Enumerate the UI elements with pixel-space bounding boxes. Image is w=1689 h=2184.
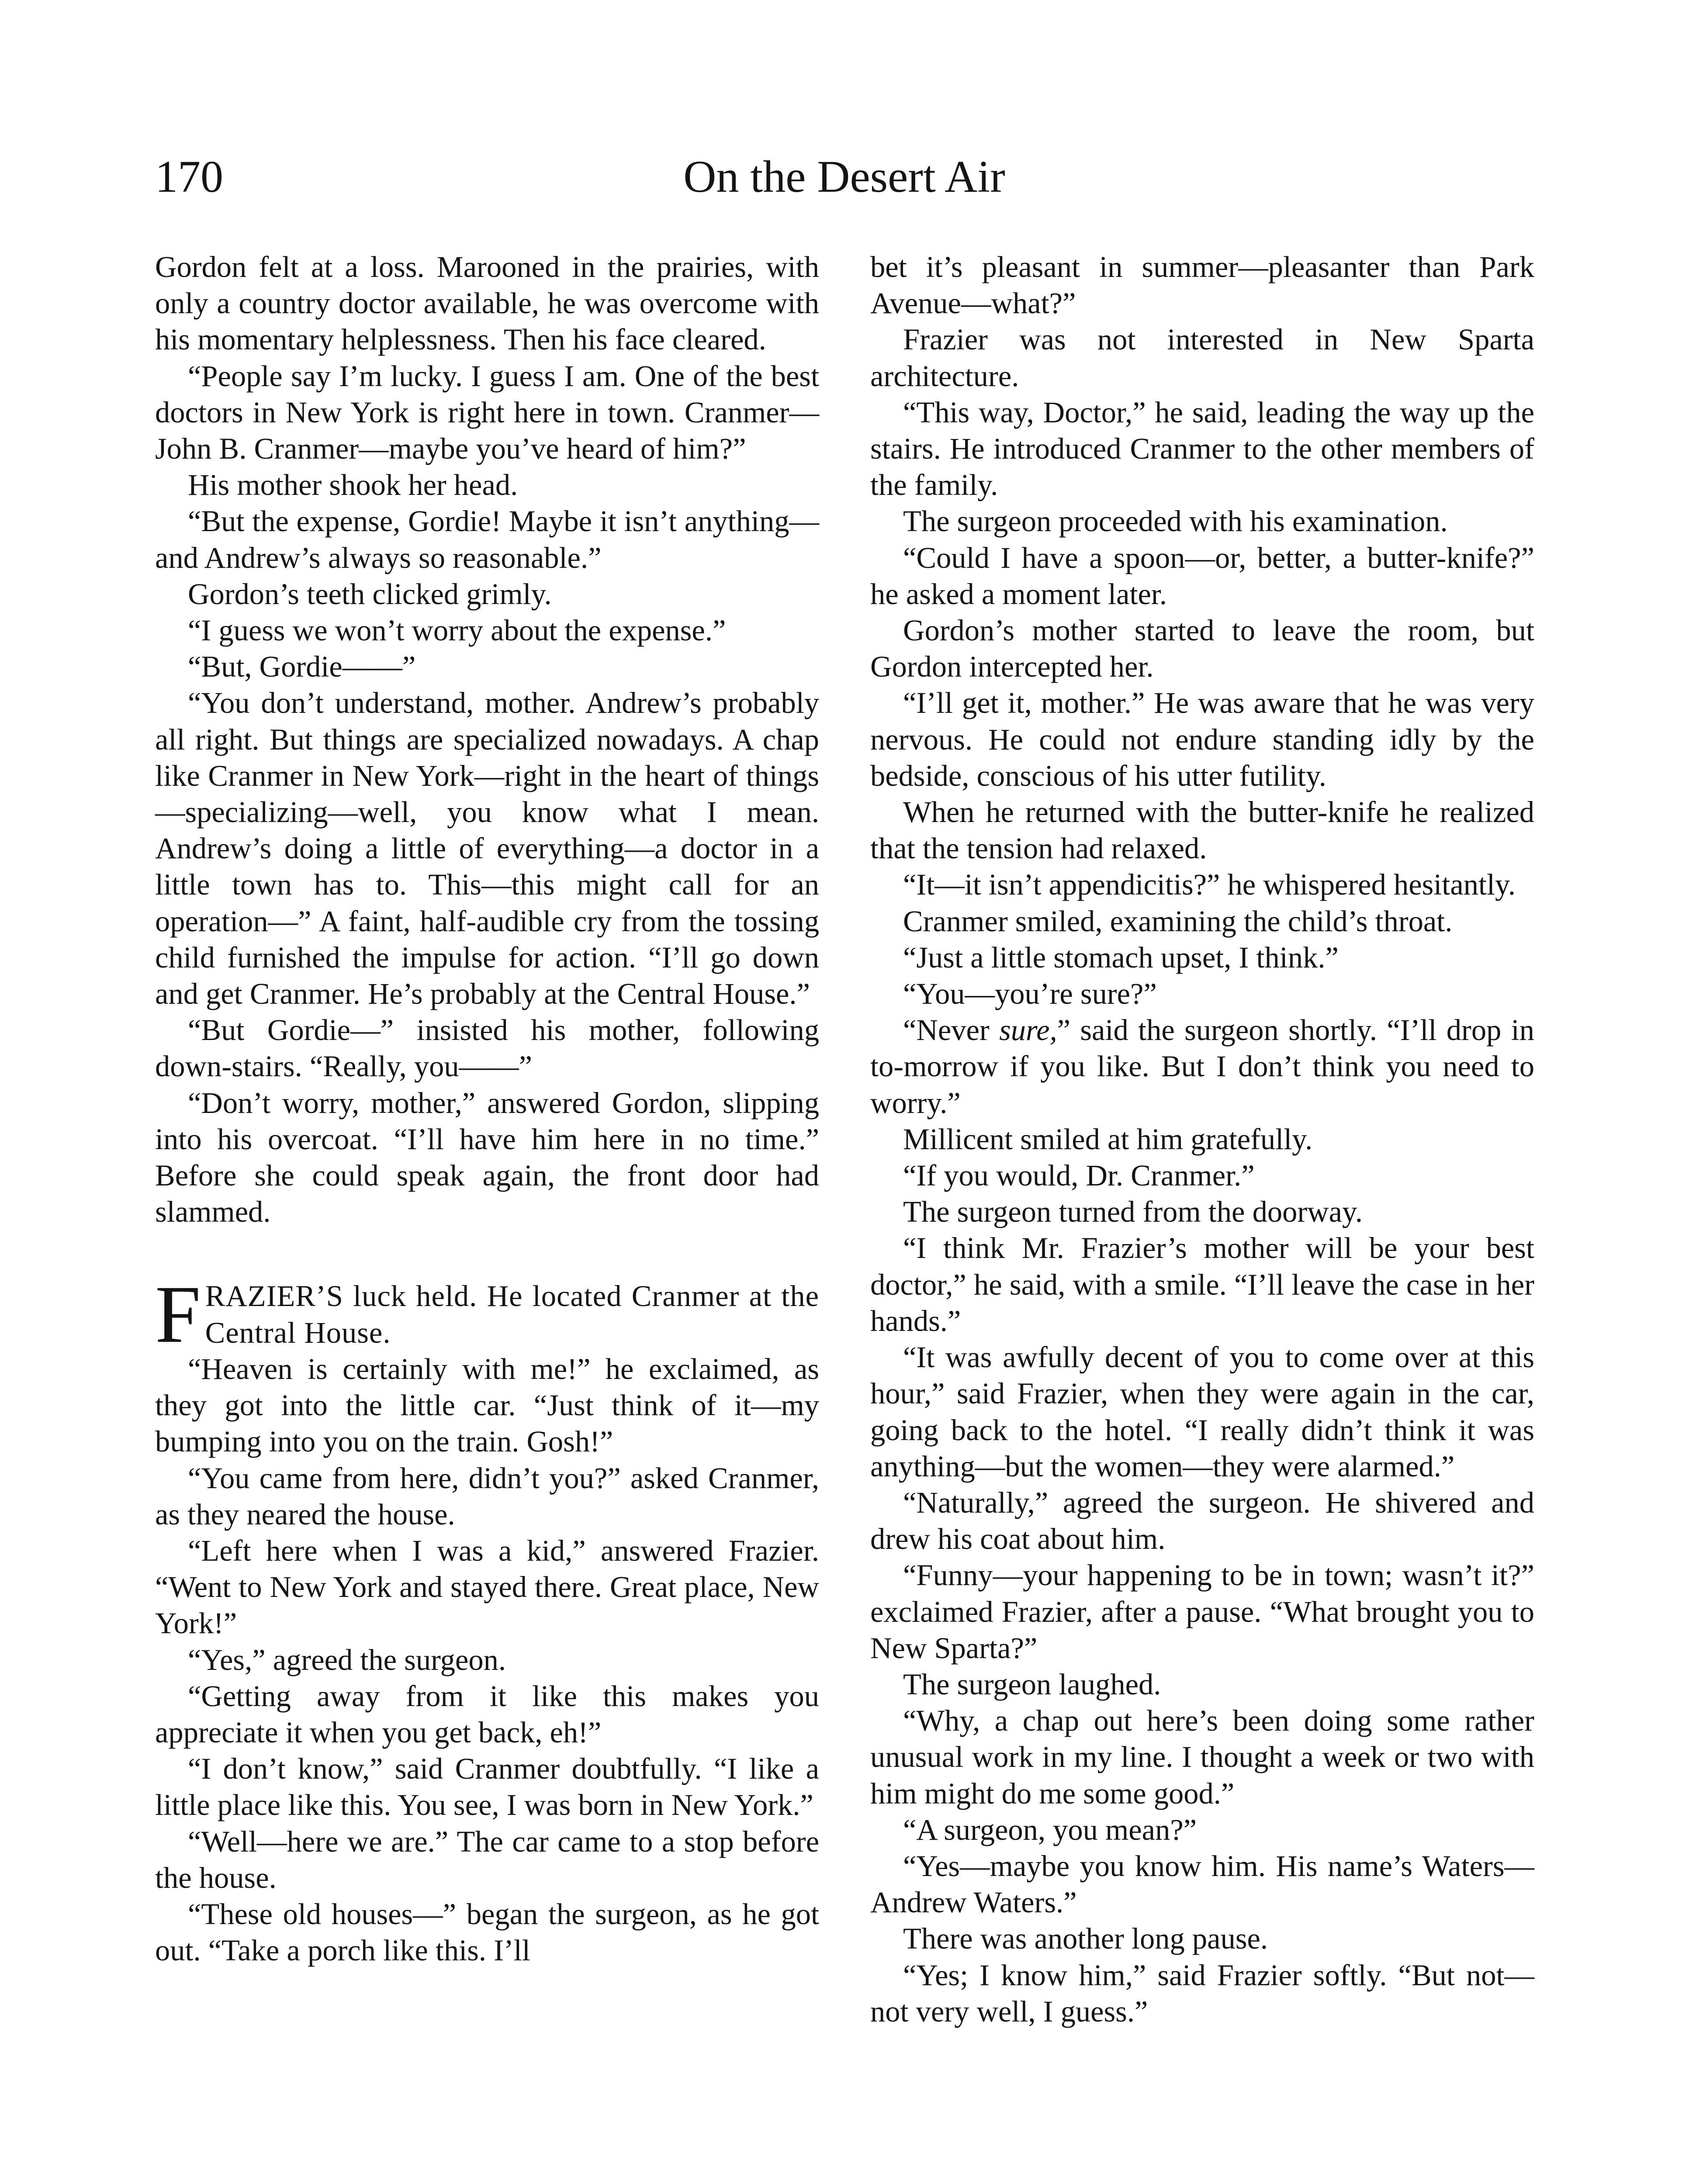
paragraph: Gordon felt at a loss. Marooned in the prairies, with only a country doctor available, he was overcome with his momentary helplessness. Then his face cleared. (155, 250, 819, 356)
paragraph: “It was awfully decent of you to come over at this hour,” said Frazier, when they were again in the car, going back to the hotel. “I really didn’t think it was anything—but the women—they were alarmed.” (870, 1341, 1534, 1483)
paragraph: “Naturally,” agreed the surgeon. He shivered and drew his coat about him. (870, 1486, 1534, 1556)
paragraph: His mother shook her head. (188, 468, 518, 502)
paragraph: “Well—here we are.” The car came to a stop before the house. (155, 1825, 819, 1894)
paragraph: Gordon’s mother started to leave the room, but Gordon intercepted her. (870, 614, 1534, 684)
paragraph: “It—it isn’t appendicitis?” he whispered hesitantly. (903, 868, 1516, 902)
paragraph-text: ” said the surgeon shortly. “I’ll drop in to-morrow if you like. But I don’t think you need to worry.” (870, 1013, 1534, 1120)
paragraph: “Heaven is certainly with me!” he exclaimed, as they got into the little car. “Just think of it—my bumping into you on the train. Gosh!” (155, 1352, 819, 1458)
running-title: On the Desert Air (683, 152, 1005, 202)
paragraph: “People say I’m lucky. I guess I am. One of the best doctors in New York is right here in town. Cranmer—John B. Cranmer—maybe you’ve heard of him?” (155, 359, 819, 466)
emphasized-text: sure, (999, 1013, 1057, 1047)
paragraph: “If you would, Dr. Cranmer.” (903, 1159, 1255, 1192)
paragraph: “Getting away from it like this makes you appreciate it when you get back, eh!” (155, 1679, 819, 1749)
paragraph: When he returned with the butter-knife he realized that the tension had relaxed. (870, 795, 1534, 865)
paragraph-text: “Never (903, 1013, 1000, 1047)
paragraph: “Just a little stomach upset, I think.” (903, 940, 1339, 974)
paragraph: “I don’t know,” said Cranmer doubtfully. “I like a little place like this. You see, I was born in New York.” (155, 1752, 819, 1822)
paragraph: The surgeon proceeded with his examination. (903, 505, 1448, 538)
paragraph: “Could I have a spoon—or, better, a butter-knife?” he asked a moment later. (870, 541, 1534, 611)
left-column-paragraphs-after-break (155, 1351, 819, 1969)
paragraph: “Don’t worry, mother,” answered Gordon, slipping into his overcoat. “I’ll have him here in no time.” Before she could speak again, the front door had slammed. (155, 1086, 819, 1229)
paragraph: “Yes; I know him,” said Frazier softly. “But not—not very well, I guess.” (870, 1958, 1534, 2028)
paragraph: “A surgeon, you mean?” (903, 1813, 1197, 1846)
section-opening-paragraph (155, 1268, 819, 1360)
paragraph: “These old houses—” began the surgeon, as he got out. “Take a porch like this. I’ll (155, 1897, 819, 1967)
left-column (155, 249, 819, 1969)
page-number: 170 (155, 152, 223, 202)
paragraph: “But the expense, Gordie! Maybe it isn’t anything—and Andrew’s always so reasonable.” (155, 505, 819, 574)
paragraph: “You—you’re sure?” (903, 977, 1157, 1011)
paragraph: Frazier was not interested in New Sparta architecture. (870, 323, 1534, 393)
paragraph: The surgeon turned from the doorway. (903, 1195, 1363, 1229)
paragraph (870, 1012, 1534, 1121)
paragraph: There was another long pause. (903, 1922, 1268, 1956)
paragraph: Cranmer smiled, examining the child’s throat. (903, 904, 1453, 938)
paragraph: “I guess we won’t worry about the expense.” (188, 614, 726, 647)
paragraph: “You came from here, didn’t you?” asked Cranmer, as they neared the house. (155, 1461, 819, 1531)
paragraph: “You don’t understand, mother. Andrew’s probably all right. But things are specialized nowadays. A chap like Cranmer in New York—right in the heart of things—specializing—well, you know what I mean. Andrew’s doing a little of everything—a doctor in a little town has to. This—this might call for an operation—” A faint, half-audible cry from the tossing child furnished the impulse for action. “I’ll go down and get Cranmer. He’s probably at the Central House.” (155, 686, 819, 1011)
page-header (155, 149, 1533, 227)
paragraph: “Yes,” agreed the surgeon. (188, 1643, 506, 1676)
paragraph: “Why, a chap out here’s been doing some rather unusual work in my line. I thought a week or two with him might do me some good.” (870, 1704, 1534, 1810)
paragraph: Millicent smiled at him gratefully. (903, 1122, 1313, 1156)
paragraph: “I think Mr. Frazier’s mother will be your best doctor,” he said, with a smile. “I’ll leave the case in her hands.” (870, 1231, 1534, 1337)
paragraph: The surgeon laughed. (903, 1667, 1161, 1701)
paragraph: “I’ll get it, mother.” He was aware that he was very nervous. He could not endure standing idly by the bedside, conscious of his utter futility. (870, 686, 1534, 792)
section-lead-text: RAZIER’S luck held. He located Cranmer at the Central House. (205, 1279, 819, 1349)
paragraph: Gordon’s teeth clicked grimly. (188, 577, 552, 611)
paragraph: “But Gordie—” insisted his mother, following down-stairs. “Really, you——” (155, 1013, 819, 1083)
left-column-paragraphs (155, 249, 819, 1230)
paragraph: “This way, Doctor,” he said, leading the way up the stairs. He introduced Cranmer to the other members of the family. (870, 395, 1534, 502)
right-column (870, 249, 1534, 2030)
paragraph: “Left here when I was a kid,” answered Frazier. “Went to New York and stayed there. Great place, New York!” (155, 1534, 819, 1640)
paragraph: “Yes—maybe you know him. His name’s Waters—Andrew Waters.” (870, 1849, 1534, 1919)
right-column-paragraphs (870, 249, 1534, 2030)
paragraph: “Funny—your happening to be in town; wasn’t it?” exclaimed Frazier, after a pause. “What brought you to New Sparta?” (870, 1559, 1534, 1665)
paragraph: “But, Gordie——” (188, 650, 416, 684)
section-break (155, 1230, 819, 1278)
drop-cap: F (155, 1268, 201, 1360)
paragraph: bet it’s pleasant in summer—pleasanter than Park Avenue—what?” (870, 250, 1534, 320)
